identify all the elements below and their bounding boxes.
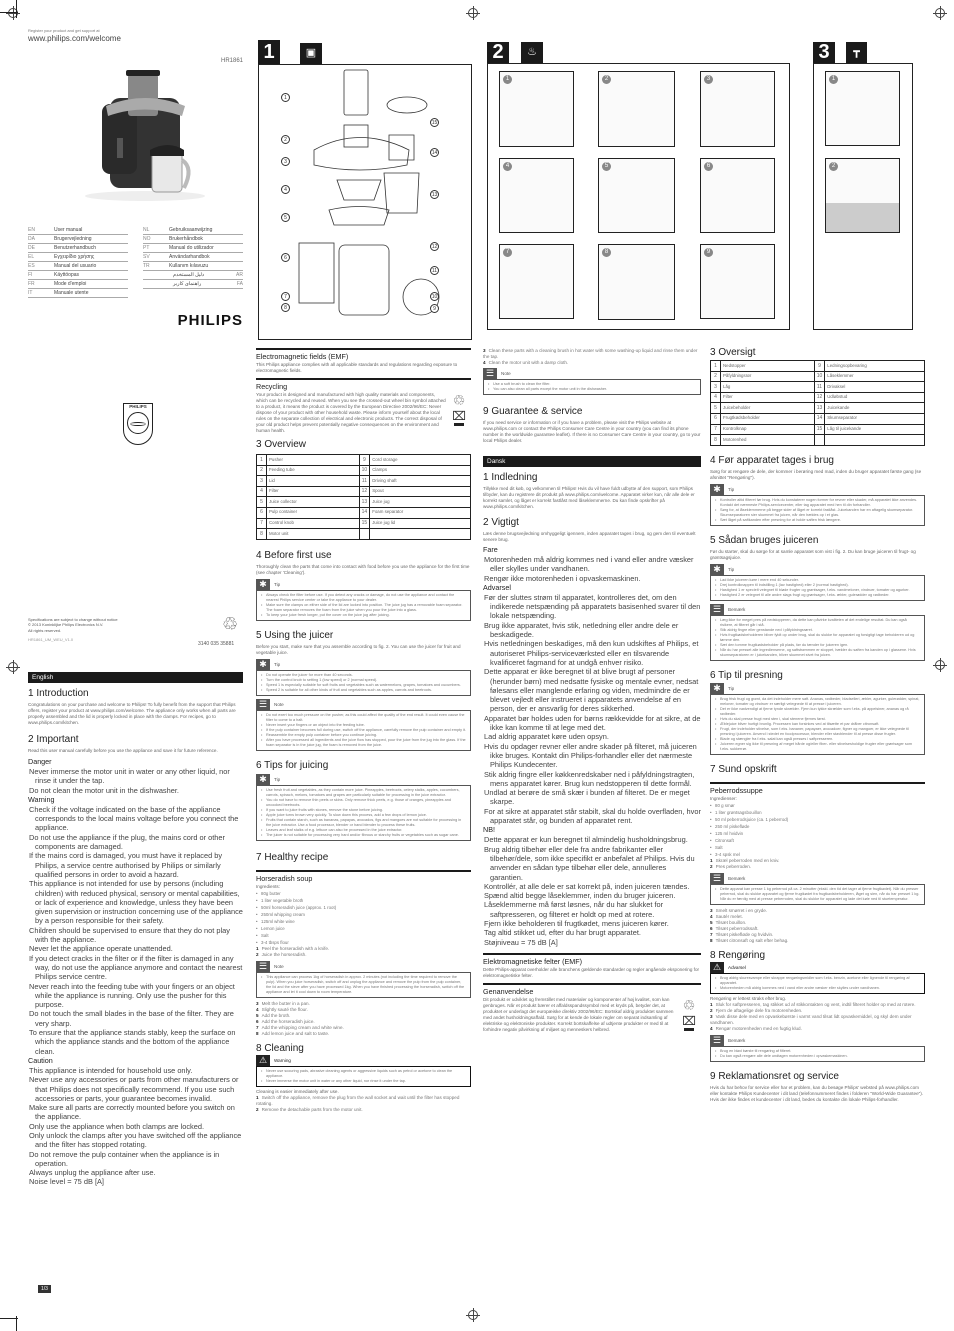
- emf-heading: Electromagnetic fields (EMF): [256, 352, 349, 361]
- recipe-steps: 1 Skræl peberroden med en kniv. 2 Pres peberroden.: [710, 857, 780, 869]
- table-row: 1 Nedstopper 9 Ledningsopbevaring: [711, 361, 925, 372]
- note-icon: ☰: [710, 604, 724, 615]
- tip-icon: ✱: [710, 683, 724, 694]
- ingredient-list: • 80 g smør • 1 liter grøntsagsbouillon • 50 ml peberrodsjuice (ca. 1 peberrod) • 250 ml piskefløde • 125 ml hvidvin • Citronsaft • Salt • 3-4 spsk mel: [710, 802, 925, 858]
- juicer-product-image: [80, 68, 210, 203]
- callout-14: 14: [431, 150, 438, 156]
- tip-icon: ✱: [710, 484, 724, 495]
- juicer-icon: ♨: [521, 42, 543, 63]
- section-title: 4 Before first use: [256, 549, 332, 561]
- step-4: 4: [499, 158, 574, 233]
- note-box: • This appliance can process 1kg of horseradish in approx. 2 minutes (not including the time required to remove the pulp). When you juice horseradish, switch off and unplug the appliance and remove the pulp from the pulp container, the lid and the sieve after you have processed 1kg. When you have finished processing the horseradish, switch off the appliance and let it cool down to room temperature.: [256, 972, 471, 998]
- exploded-view-panel: [258, 64, 472, 340]
- callout-1: 1: [281, 93, 290, 102]
- language-bar-dansk: Dansk: [483, 456, 701, 467]
- registration-mark-icon: [935, 660, 945, 670]
- registration-mark-icon: [468, 8, 478, 18]
- table-row: 8 Motorenhed: [711, 435, 925, 446]
- english-column-1: English 1 Introduction Congratulations on your purchase and welcome to Philips! To fully benefit from the support that Philips offers, register your product at www.philips.com/welcome. The appliance only works when all parts are properly assembled and the lid is properly locked in place with the clamps. For recipes, go to www.philips.com/kitchen. 2 Important Read this user manual carefully before you use the appliance and save it for future reference. Danger Never immerse the motor unit in water or any other liquid, nor rinse it under the tap. Do not clean the motor unit in the dishwasher. Warning Check if the voltage indicated on the base of the appliance corresponds to the local mains voltage before you connect the appliance. Do not use the appliance if the plug, the mains cord or other components are damaged. If the mains cord is damaged, you must have it replaced by Philips, a service centre authorised by Philips or similarly qualified persons in order to avoid a hazard. This appliance is not intended for use by persons (including children) with reduced physical, sensory or mental capabilities, or lack of experience and knowledge, unless they have been given supervision or instruction concerning use of the appliance by a person responsible for their safety. Children should be supervised to ensure that they do not play with the appliance. Never let the appliance operate unattended. If you detect cracks in the filter or if the filter is damaged in any way, do not use the appliance anymore and contact the nearest Philips service centre. Never reach into the feeding tube with your fingers or an object while the appliance is running. Only use the pusher for this purpose. Do not touch the small blades in the base of the filter. They are very sharp. To ensure that the appliance stands stably, keep the surface on which the appliance stands and the bottom of the appliance clean. Caution This appliance is intended for household use only. Never use any accessories or parts from other manufacturers or that Philips does not specifically recommend. If you use such accessories or parts, your guarantee becomes invalid. Make sure all parts are correctly mounted before you switch on the appliance. Only use the appliance when both clamps are locked. Only unlock the clamps after you have switched off the appliance and the filter has stopped rotating. Do not remove the pulp container when the appliance is in operation. Always unplug the appliance after use. Noise level = 75 dB [A]: [28, 674, 243, 1187]
- table-row: 6 Frugtkødsbeholder 14 Skumseparator: [711, 413, 925, 424]
- note-box: • Læg ikke for meget pres på nedstopperen, da dette kan påvirke kvaliteten af det endelige resultat. Du kan også risikere, at filteret går i stå. • Stik aldrig fingre eller genstande ned i påfyldningsrøret. • Hvis frugtkødsbeholderen bliver fyldt op under brug, skal du slukke for apparatet og forsigtigt tage beholderen ud og tømme den. • Sæt den tomme frugtkødsbeholder på plads, før du tænder for juiceren igen. • Når du har presset alle ingredienserne, og saftstrømmen er stoppet, hælder du saften fra kanden op i glassene. Hvis skumseparatoren er i juicekanden, bliver skummet sivet fra juicen.: [710, 615, 925, 661]
- dansk-column-4: 3 Oversigt 1 Nedstopper 9 Ledningsopbevaring 2 Påfyldningsrør 10 Låseklemmer 3 Låg 11 Drivaksel 4 Filter 12 Udløbstud 5 Juicebeholder 13 Juicekande 6 Frugtkødsbeholder 14 Skumseparator 7 Kontrolknap 15 Låg til juicekande 8 Motorenhed 4 Før apparatet tages i brug Sørg for at rengøre de dele, der kommer i berøring med mad, inden du bruger apparatet første gang (se afsnittet "Rengøring"). ✱ Tip • Kontroller altid filteret før brug. Hvis du konstaterer nogen former for revner eller skader, må apparatet ikke anvendes. Kontakt det nærmeste Philips-servicecenter, eller tag apparatet med hen til din forhandler. • Sørg for, at låseklemmerne på begge sider af låget er korrekt fastlåst. Juicekanden har en aftagelig skumseparator. Skumseparatoren sier skummet fra juicen, når den hældes op i et glas. • Sæt låget på saftkanden efter presning for at holde saften frisk længere. 5 Sådan bruges juiceren Før du starter, skal du sørge for at samle apparatet som vist i fig. 2. Du kan bruge juiceren til frugt- og grøntsagsjuice. ✱ Tip • Lad ikke juiceren køre i mere end 40 sekunder. • Drej kontrolknappen til indstilling 1 (lav hastighed) eller 2 (normal hastighed). • Hastighed 1 er specielt velegnet til bløde frugter og grøntsager, f.eks. vandmeloner, vindruer, tomater og agurker. • Hastighed 2 er velegnet til alle andre slags frugt og grøntsager, f.eks. æbler, gulerødder og rødbeder. ☰ Bemærk • Læg ikke for meget pres på nedstopperen, da dette kan påvirke kvaliteten af det endelige resultat. Du kan også risikere, at filteret går i stå. • Stik aldrig fingre eller genstande ned i påfyldningsrøret. • Hvis frugtkødsbeholderen bliver fyldt op under brug, skal du slukke for apparatet og forsigtigt tage beholderen ud og tømme den. • Sæt den tomme frugtkødsbeholder på plads, før du tænder for juiceren igen. • Når du har presset alle ingredienserne, og saftstrømmen er stoppet, hælder du saften fra kanden op i glassene. Hvis skumseparatoren er i juicekanden, bliver skummet sivet fra juicen. 6 Tip til presning ✱ Tip • Brug frisk frugt og grønt, da det indeholder mere saft. Ananas, rødbeder, bladselleri, æbler, agurker, gulerødder, spinat, meloner, tomater og vindruer er særligt velegnede til at presse i juiceren. • Det er ikke nødvendigt at fjerne tynde skrælder. Fjern kun tykke skrælder som f.eks. på appelsiner, ananas og rå rødbeder. • Hvis du skal presse frugt med sten i, skal stenene fjernes først. • Æblejuice bliver hurtigt brunlig. Processen kan forsinkes ved at tilsætte et par dråber citronsaft. • Frugt, der indeholder stivelse, som f.eks. bananer, papayaer, avocadoer, figner og mangoer, er ikke velegnede til presning i juiceren. Anvend i stedet en foodprocessor, blender eller stavblender til at presse disse frugter. • Blade og stængler fra f.eks. salat kan også presses i saftpresseren. • Juiceren egner sig ikke til presning af meget hårde og/eller fiber- eller stivelsesholdige frugter eller grøntsager som f.eks. sukkerrør. 7 Sund opskrift Peberrodssuppe Ingredienser: • 80 g smør • 1 liter grøntsagsbouillon • 50 ml peberrodsjuice (ca. 1 peberrod) • 250 ml piskefløde • 125 ml hvidvin • Citronsaft • Salt • 3-4 spsk mel 1 Skræl peberroden med en kniv. 2 Pres peberroden. ☰ Bemærk • Dette apparat kan presse 1 kg peberrod på ca. 2 minutter (ekskl. den tid det tager at fjerne frugtkødet). Når du presser peberrod, skal du slukke apparatet og fjerne frugtkødet fra frugtkødsbeholderen, låget og sien, når du har presset 1 kg. Når du er færdig med at presse peberroden, skal du slukke for apparatet og lade det køle ned til stuetemperatur. 3 Smelt smørret i en gryde. 4 Sautér melet. 5 Tilsæt bouillon. 6 Tilsæt peberrodssaft. 7 Tilsæt piskefløde og hvidvin. 8 Tilsæt citronsaft og salt efter behag. 8 Rengøring ⚠ Advarsel • Brug aldrig skuresvampe eller skrappe rengøringsmidler som f.eks. benzin, acetone eller lignende til rengøring af apparatet. • Motorenheden må aldrig kommes ned i vand eller andre væsker eller skylles under vandhanen. Rengøring er lettest straks efter brug. 1 Sluk for saftpresseren, tag stikket ud af stikkontakten og vent, indtil filteret holder op med at rotere. 2 Fjern de aftagelige dele fra motorenheden. 3 Vask disse dele med en opvaskebørste i varmt vand tilsat lidt opvaskemiddel, og skyl dem under vandhanen. 4 Rengør motorenheden med en fugtig klud. ☰ Bemærk • Brug en blød børste til rengøring af filteret. • Du kan også rengøre alle dele undtagen motorenheden i opvaskemaskinen. 9 Reklamationsret og service Hvis du har behov for service eller har et problem, kan du besøge Philips' websted på www.philips.com eller kontakte Philips Kundecenter i dit land (telefonnummeret findes i folderen "World-Wide Guarantee"). Hvis der ikke findes et kundecenter i dit land, bedes du kontakte din lokale Philips-forhandler.: [710, 346, 925, 1103]
- language-row[interactable]: PT Manual do utilizador: [143, 244, 243, 253]
- caution-heading: Caution: [28, 1055, 53, 1065]
- crop-mark: [16, 1316, 17, 1331]
- exploded-diagram: [259, 65, 471, 339]
- crossed-bin-icon: ⌧: [682, 1013, 696, 1028]
- step-1: 1: [825, 71, 900, 146]
- philips-wordmark: PHILIPS: [177, 312, 243, 329]
- recipe-title: Peberrodssuppe: [710, 785, 763, 795]
- callout-9: 9: [430, 304, 439, 313]
- recipe-steps: 1 Peel the horseradish with a knife. 2 Juice the horseradish.: [256, 945, 330, 957]
- recycle-icon: ♲: [222, 614, 239, 634]
- warning-heading: Warning: [28, 794, 55, 804]
- table-row: 3 Låg 11 Drivaksel: [711, 382, 925, 393]
- cleaning-steps: 1 Sluk for saftpresseren, tag stikket ud af stikkontakten og vent, indtil filteret holder op med at rotere. 2 Fjern de aftagelige dele fra motorenheden. 3 Vask disse dele med en opvaskebørste i varmt vand tilsat lidt opvaskemiddel, og skyl dem under vandhanen. 4 Rengør motorenheden med en fugtig klud.: [710, 1001, 916, 1031]
- callout-15: 15: [431, 120, 438, 126]
- cover-panel: [28, 28, 243, 328]
- table-row: 6 Pulp container 14 Foam separator: [257, 507, 471, 518]
- table-row: 2 Feeding tube 10 Clamps: [257, 465, 471, 476]
- table-row: 2 Påfyldningsrør 10 Låseklemmer: [711, 371, 925, 382]
- language-list-left: [28, 226, 128, 298]
- danger-heading: Danger: [28, 757, 52, 766]
- callout-5: 5: [281, 213, 290, 222]
- tip-icon: ✱: [256, 579, 270, 590]
- language-row[interactable]: EL Εγχειρίδιο χρήσης: [28, 253, 128, 262]
- callout-11: 11: [431, 268, 438, 274]
- section-title: 9 Reklamationsret og service: [710, 1070, 839, 1082]
- language-row[interactable]: EN User manual: [28, 226, 128, 235]
- section-title: 6 Tip til presning: [710, 669, 783, 681]
- language-list-right: [143, 226, 243, 289]
- figure-number: 3: [813, 42, 835, 63]
- section-title: 2 Vigtigt: [483, 517, 519, 528]
- table-row: 1 Pusher 9 Cord storage: [257, 455, 471, 466]
- section-title: 5 Using the juicer: [256, 629, 334, 641]
- note-icon: ☰: [710, 873, 724, 884]
- note-icon: ☰: [256, 699, 270, 710]
- tap-icon: ┳: [846, 42, 867, 63]
- callout-2: 2: [281, 135, 290, 144]
- page-number-badge: 1/3: [38, 1285, 51, 1293]
- section-title: 7 Healthy recipe: [256, 851, 329, 863]
- callout-12: 12: [431, 244, 438, 250]
- table-row: 7 Control knob 15 Juice jug lid: [257, 518, 471, 529]
- section-title: 4 Før apparatet tages i brug: [710, 454, 834, 466]
- part-number: 3140 035 35881: [198, 641, 235, 647]
- language-row[interactable]: FR Mode d'emploi: [28, 280, 128, 289]
- warning-box: • Never use scouring pads, abrasive cleaning agents or aggressive liquids such as petrol or acetone to clean the appliance. • Never immerse the motor unit in water or any other liquid, nor rinse it under the tap.: [256, 1066, 471, 1087]
- language-row[interactable]: FI Käyttöopas: [28, 271, 128, 280]
- tip-box: • Do not operate the juicer for more than 40 seconds. • Turn the control knob to setting 1 (low speed) or 2 (normal speed). • Speed 1 is especially suitable for soft fruits and vegetables such as watermelons, grapes, tomatoes and cucumbers. • Speed 2 is suitable for all other kinds of fruit and vegetables such as apples, carrots and beetroots.: [256, 670, 471, 696]
- step-2: 2: [825, 158, 900, 233]
- callout-3: 3: [281, 157, 290, 166]
- step-1: 1: [499, 71, 574, 147]
- step-8: 8: [598, 244, 675, 320]
- figure-3: [813, 42, 913, 334]
- step-9: 9: [700, 244, 775, 319]
- language-row[interactable]: IT Manuale utente: [28, 289, 128, 298]
- tip-box: • Always check the filter before use. If you detect any cracks or damage, do not use the appliance and contact the nearest Philips service center or take the appliance to your dealer. • Make sure the clamps on either side of the lid are locked into position. The juice jug has a removable foam separator. The foam separator removes the foam from the juice when you pour the juice into a glass. • To keep your juice fresh longer, put the cover on the juice jug after juicing.: [256, 590, 471, 621]
- language-row[interactable]: SV Användarhandbok: [143, 253, 243, 262]
- tip-box: • Use fresh fruit and vegetables, as they contain more juice. Pineapples, beetroots, celery stalks, apples, cucumbers, carrots, spinach, melons, tomatoes and grapes are particularly suitable for processing in the juice extractor. • You do not have to remove thin peels or skins. Only remove thick peels, e.g. those of oranges, pineapples and uncooked beetroots. • If you want to juice fruits with stones, remove the stone before juicing. • Apple juice turns brown very quickly. To slow down this process, add a few drops of lemon juice. • Fruits that contain starch, such as bananas, papayas, avocados, figs and mangoes are not suitable for processing in the juice extractor. Use a food processor, blender or hand blender to process these fruits. • Leaves and leaf stalks of e.g. lettuce can also be processed in the juice extractor. • The juicer is not suitable for processing very hard and/or fibrous or starchy fruits or vegetables such as sugar cane.: [256, 785, 471, 841]
- recycle-icon: ♲: [682, 996, 696, 1013]
- note-box: • Do not exert too much pressure on the pusher, as this could affect the quality of the end result. It could even cause the filter to come to a halt. • Never insert your fingers or an object into the feeding tube. • If the pulp container becomes full during use, switch off the appliance, carefully remove the pulp container and empty it. • Reassemble the empty pulp container before you continue juicing. • After you have processed all ingredients and the juice flow has stopped, pour the juice from the jug into the glass. If the foam separator is in the juice jug, the foam is removed from the juice.: [256, 710, 471, 751]
- table-row: 4 Filter 12 Spout: [257, 486, 471, 497]
- figure-number: 2: [487, 42, 509, 63]
- registration-mark-icon: [8, 662, 18, 672]
- section-title: 1 Introduction: [28, 688, 89, 699]
- doc-code: HR1861_UM_WEU_V1.0: [28, 637, 74, 643]
- philips-shield-logo: PHILIPS: [123, 403, 153, 445]
- step-6: 6: [700, 158, 775, 233]
- callout-7: 7: [281, 292, 290, 301]
- figure-1: [258, 40, 472, 340]
- warning-icon: ⚠: [710, 962, 724, 973]
- step-5: 5: [598, 158, 675, 233]
- tip-box: • Lad ikke juiceren køre i mere end 40 sekunder. • Drej kontrolknappen til indstilling 1 (lav hastighed) eller 2 (normal hastighed). • Hastighed 1 er specielt velegnet til bløde frugter og grøntsager, f.eks. vandmeloner, vindruer, tomater og agurker. • Hastighed 2 er velegnet til alle andre slags frugt og grøntsager, f.eks. æbler, gulerødder og rødbeder.: [710, 575, 925, 601]
- section-title: 6 Tips for juicing: [256, 759, 329, 771]
- recipe-steps: 3 Smelt smørret i en gryde. 4 Sautér melet. 5 Tilsæt bouillon. 6 Tilsæt peberrodssaft. 7 Tilsæt piskefløde og hvidvin. 8 Tilsæt citronsaft og salt efter behag.: [710, 907, 789, 943]
- registration-mark-icon: [935, 8, 945, 18]
- section-title: 3 Oversigt: [710, 347, 756, 358]
- callout-4: 4: [281, 185, 290, 194]
- tip-icon: ✱: [710, 564, 724, 575]
- register-label: Register your product and get support at: [28, 28, 100, 33]
- table-row: 7 Kontrolknap 15 Låg til juicekande: [711, 424, 925, 435]
- warning-icon: ⚠: [256, 1055, 270, 1066]
- section-title: 3 Overview: [256, 439, 307, 450]
- overview-table: [710, 360, 925, 446]
- welcome-url[interactable]: www.philips.com/welcome: [28, 34, 121, 44]
- recycling-heading: Recycling: [256, 382, 288, 391]
- crossed-bin-icon: ⌧: [452, 409, 466, 423]
- table-row: 3 Lid 11 Driving shaft: [257, 476, 471, 487]
- tip-box: • Kontroller altid filteret før brug. Hvis du konstaterer nogen former for revner eller skader, må apparatet ikke anvendes. Kontakt det nærmeste Philips-servicecenter, eller tag apparatet med hen til din forhandler. • Sørg for, at låseklemmerne på begge sider af låget er korrekt fastlåst. Juicekanden har en aftagelig skumseparator. Skumseparatoren sier skummet fra juicen, når den hældes op i et glas. • Sæt låget på saftkanden efter presning for at holde saften frisk længere.: [710, 495, 925, 526]
- column-3: 3 Clean these parts with a cleaning brush in hot water with some washing-up liquid and rinse them under the tap. 4 Clean the motor unit with a damp cloth. ☰ Note • Use a soft brush to clean the filter. • You can also clean all parts except the motor unit in the dishwasher. 9 Guarantee & service If you need service or information or if you have a problem, please visit the Philips website at www.philips.com or contact the Philips Consumer Care Centre in your country (you can find its phone number in the worldwide guarantee leaflet). If there is no Consumer Care Centre in your country, go to your local Philips dealer. Dansk 1 Indledning Tillykke med dit køb, og velkommen til Philips! Hvis du vil have fuldt udbytte af den support, som Philips tilbyder, kan du registrere dit produkt på www.philips.com/welcome. Apparatet virker kun, når alle dele er korrekt samlet, og låget er korrekt fastlåst med låseklemmerne. Du kan finde opskrifter på www.philips.com/kitchen. 2 Vigtigt Læs denne brugsvejledning omhyggeligt igennem, inden apparatet tages i brug, og gem den til eventuelt senere brug. Fare Motorenheden må aldrig kommes ned i vand eller andre væsker eller skylles under vandhanen. Rengør ikke motorenheden i opvaskemaskinen. Advarsel Før der sluttes strøm til apparatet, kontrolleres det, om den indikerede netspænding på apparatets basisenhed svarer til den lokale netspænding. Brug ikke apparatet, hvis stik, netledning eller andre dele er beskadigede. Hvis netledningen beskadiges, må den kun udskiftes af Philips, et autoriseret Philips-serviceværksted eller en tilsvarende kvalificeret fagmand for at undgå enhver risiko. Dette apparat er ikke beregnet til at blive brugt af personer (herunder børn) med nedsatte fysiske og mentale evner, nedsat følesans eller manglende erfaring og viden, medmindre de er blevet vejledt eller instrueret i apparatets anvendelse af en person, der er ansvarlig for deres sikkerhed. Apparatet bør holdes uden for børns rækkevidde for at sikre, at de ikke kan komme til at lege med det. Lad aldrig apparatet køre uden opsyn. Hvis du opdager revner eller andre skader på filteret, må juiceren ikke bruges. Kontakt din Philips-forhandler eller det nærmeste Philips Kundecenter. Stik aldrig fingre eller køkkenredskaber ned i påfyldningstragten, mens apparatet kører. Brug kun nedstopperen til dette formål. Undlad at berøre de små skær i bunden af filteret. De er meget skarpe. For at sikre at apparatet står stabilt, skal du holde overfladen, hvor apparatet står, og bunden af apparatet rent. NB! Dette apparat er kun beregnet til almindelig husholdningsbrug. Brug aldrig tilbehør eller dele fra andre fabrikanter eller tilbehør/dele, som ikke specifikt er anbefalet af Philips. Hvis du anvender en sådan type tilbehør eller dele, annulleres garantien. Kontrollér, at alle dele er sat korrekt på, inden juiceren tændes. Spænd altid begge låseklemmer, inden du bruger juiceren. Låseklemmerne må først løsnes, når du har slukket for saftpresseren, og filteret er holdt op med at rotere. Fjern ikke beholderen til frugtkødet, mens juiceren kører. Tag altid stikket ud, efter du har brugt apparatet. Støjniveau = 75 dB [A] Elektromagnetiske felter (EMF) Dette Philips-apparat overholder alle branchens gældende standarder og regler angående eksponering for elektromagnetiske felter. Genanvendelse Dit produkt er udviklet og fremstillet med materialer og komponenter af høj kvalitet, som kan genbruges. Når et produkt bærer et affaldsspandssymbol med et kryds på, betyder det, at produktet er underlagt det europæiske direktiv 2002/96/EC: Bortskaf aldrig produktet sammen med andet husholdningsaffald. Sørg for at kende de lokale regler om separat indsamling af elektriske og elektroniske produkter. Korrekt bortskaffelse af udtjente produkter er med til at forhindre negativ påvirkning af miljøet og menneskers helbred. ♲ ⌧: [483, 348, 701, 1033]
- table-row: 5 Juice collector 13 Juice jug: [257, 497, 471, 508]
- specs-notice: Specifications are subject to change without notice © 2013 Koninklijke Philips Electronics N.V. All rights reserved. HR1861_UM_WEU_V1.0: [28, 617, 168, 643]
- note-box: • Dette apparat kan presse 1 kg peberrod på ca. 2 minutter (ekskl. den tid det tager at fjerne frugtkødet). Når du presser peberrod, skal du slukke apparatet og fjerne frugtkødet fra frugtkødsbeholderen, låget og sien, når du har presset 1 kg. Når du er færdig med at presse peberroden, skal du slukke for apparatet og lade det køle ned til stuetemperatur.: [710, 884, 925, 905]
- recycle-icon: ♲: [452, 392, 466, 408]
- language-row[interactable]: DE Benutzerhandbuch: [28, 244, 128, 253]
- note-icon: ☰: [256, 961, 270, 972]
- model-number: HR1861: [220, 58, 243, 64]
- registration-mark-icon: [468, 1310, 478, 1320]
- table-row: 8 Motor unit: [257, 529, 471, 540]
- note-box: • Brug en blød børste til rengøring af filteret. • Du kan også rengøre alle dele undtagen motorenheden i opvaskemaskinen.: [710, 1046, 925, 1062]
- tip-icon: ✱: [256, 774, 270, 785]
- language-row[interactable]: TR Kullanım kılavuzu: [143, 262, 243, 271]
- overview-table: [256, 454, 471, 540]
- step-7: 7: [499, 244, 574, 319]
- language-row[interactable]: NO Brukerhåndbok: [143, 235, 243, 244]
- language-row[interactable]: راهنمای کاربر FA: [143, 280, 243, 289]
- crop-mark: [16, 0, 17, 18]
- language-bar-english: English: [28, 672, 243, 683]
- section-title: 8 Rengøring: [710, 949, 766, 961]
- callout-10: 10: [431, 294, 438, 300]
- warning-box: • Brug aldrig skuresvampe eller skrappe rengøringsmidler som f.eks. benzin, acetone eller lignende til rengøring af apparatet. • Motorenheden må aldrig kommes ned i vand eller andre væsker eller skylles under vandhanen.: [710, 973, 925, 994]
- language-row[interactable]: ES Manual del usuario: [28, 262, 128, 271]
- figure-2: [487, 42, 790, 334]
- english-column-2: Electromagnetic fields (EMF) This Philips appliance complies with all applicable standards and regulations regarding exposure to electromagnetic fields. Recycling Your product is designed and manufactured with high quality materials and components, which can be recycled and reused. When you see the crossed-out wheel bin symbol attached to a product, it means the product is covered by the European Directive 2002/96/EC: Never dispose of your product with other household waste. Please inform yourself about the local rules on the separate collection of electrical and electronic products. The correct disposal of your old product helps prevent potentially negative consequences on the environment and human health. ♲ ⌧ 3 Overview 1 Pusher 9 Cord storage 2 Feeding tube 10 Clamps 3 Lid 11 Driving shaft 4 Filter 12 Spout 5 Juice collector 13 Juice jug 6 Pulp container 14 Foam separator 7 Control knob 15 Juice jug lid 8 Motor unit 4 Before first use Thoroughly clean the parts that come into contact with food before you use the appliance for the first time (see chapter 'Cleaning'). ✱ Tip • Always check the filter before use. If you detect any cracks or damage, do not use the appliance and contact the nearest Philips service center or take the appliance to your dealer. • Make sure the clamps on either side of the lid are locked into position. The juice jug has a removable foam separator. The foam separator removes the foam from the juice when you pour the juice into a glass. • To keep your juice fresh longer, put the cover on the juice jug after juicing. 5 Using the juicer Before you start, make sure that you assemble according to fig. 2. You can use the juicer for fruit and vegetable juice. ✱ Tip • Do not operate the juicer for more than 40 seconds. • Turn the control knob to setting 1 (low speed) or 2 (normal speed). • Speed 1 is especially suitable for soft fruits and vegetables such as watermelons, grapes, tomatoes and cucumbers. • Speed 2 is suitable for all other kinds of fruit and vegetables such as apples, carrots and beetroots. ☰ Note • Do not exert too much pressure on the pusher, as this could affect the quality of the end result. It could even cause the filter to come to a halt. • Never insert your fingers or an object into the feeding tube. • If the pulp container becomes full during use, switch off the appliance, carefully remove the pulp container and empty it. • Reassemble the empty pulp container before you continue juicing. • After you have processed all ingredients and the juice flow has stopped, pour the juice from the jug into the glass. If the foam separator is in the juice jug, the foam is removed from the juice. 6 Tips for juicing ✱ Tip • Use fresh fruit and vegetables, as they contain more juice. Pineapples, beetroots, celery stalks, apples, cucumbers, carrots, spinach, melons, tomatoes and grapes are particularly suitable for processing in the juice extractor. • You do not have to remove thin peels or skins. Only remove thick peels, e.g. those of oranges, pineapples and uncooked beetroots. • If you want to juice fruits with stones, remove the stone before juicing. • Apple juice turns brown very quickly. To slow down this process, add a few drops of lemon juice. • Fruits that contain starch, such as bananas, papayas, avocados, figs and mangoes are not suitable for processing in the juice extractor. Use a food processor, blender or hand blender to process these fruits. • Leaves and leaf stalks of e.g. lettuce can also be processed in the juice extractor. • The juicer is not suitable for processing very hard and/or fibrous or starchy fruits or vegetables such as sugar cane. 7 Healthy recipe Horseradish soup Ingredients: • 80g butter • 1 liter vegetable broth • 50ml horseradish juice (approx. 1 root) • 250ml whipping cream • 125ml white wine • Lemon juice • Salt • 3-4 tbsps flour 1 Peel the horseradish with a knife. 2 Juice the horseradish. ☰ Note • This appliance can process 1kg of horseradish in approx. 2 minutes (not including the time required to remove the pulp). When you juice horseradish, switch off and unplug the appliance and remove the pulp from the pulp container, the lid and the sieve after you have processed 1kg. When you have finished processing the horseradish, switch off the appliance and let it cool down to room temperature. 3 Melt the butter in a pan. 4 Slightly sauté the flour. 5 Add the broth. 6 Add the horseradish juice. 7 Add the whipping cream and white wine. 8 Add lemon juice and salt to taste. 8 Cleaning ⚠ Warning • Never use scouring pads, abrasive cleaning agents or aggressive liquids such as petrol or acetone to clean the appliance. • Never immerse the motor unit in water or any other liquid, nor rinse it under the tap. Cleaning is easier immediately after use. 1 Switch off the appliance, remove the plug from the wall socket and wait until the filter has stopped rotating. 2 Remove the detachable parts from the motor unit.: [256, 348, 471, 1113]
- callout-6: 6: [281, 253, 290, 262]
- note-icon: ☰: [483, 368, 497, 379]
- tip-box: • Brug frisk frugt og grønt, da det indeholder mere saft. Ananas, rødbeder, bladselleri, æbler, agurker, gulerødder, spinat, meloner, tomater og vindruer er særligt velegnede til at presse i juiceren. • Det er ikke nødvendigt at fjerne tynde skrælder. Fjern kun tykke skrælder som f.eks. på appelsiner, ananas og rå rødbeder. • Hvis du skal presse frugt med sten i, skal stenene fjernes først. • Æblejuice bliver hurtigt brunlig. Processen kan forsinkes ved at tilsætte et par dråber citronsaft. • Frugt, der indeholder stivelse, som f.eks. bananer, papayaer, avocadoer, figner og mangoer, er ikke velegnede til presning i juiceren. Anvend i stedet en foodprocessor, blender eller stavblender til at presse disse frugter. • Blade og stængler fra f.eks. salat kan også presses i saftpresseren. • Juiceren egner sig ikke til presning af meget hårde og/eller fiber- eller stivelsesholdige frugter eller grøntsager som f.eks. sukkerrør.: [710, 694, 925, 755]
- section-title: 9 Guarantee & service: [483, 406, 583, 417]
- note-icon: ☰: [710, 1035, 724, 1046]
- box-icon: ▣: [300, 43, 322, 64]
- ingredient-list: • 80g butter • 1 liter vegetable broth • 50ml horseradish juice (approx. 1 root) • 250ml whipping cream • 125ml white wine • Lemon juice • Salt • 3-4 tbsps flour: [256, 890, 471, 946]
- table-row: 4 Filter 12 Udløbstud: [711, 392, 925, 403]
- cleaning-steps: 3 Clean these parts with a cleaning brush in hot water with some washing-up liquid and rinse them under the tap. 4 Clean the motor unit with a damp cloth.: [483, 348, 698, 365]
- step-2: 2: [598, 71, 675, 147]
- tip-icon: ✱: [256, 659, 270, 670]
- section-title: 2 Important: [28, 734, 79, 745]
- section-title: 1 Indledning: [483, 472, 538, 483]
- table-row: 5 Juicebeholder 13 Juicekande: [711, 403, 925, 414]
- callout-13: 13: [431, 192, 438, 198]
- cleaning-steps: 1 Switch off the appliance, remove the plug from the wall socket and wait until the filter has stopped rotating. 2 Remove the detachable parts from the motor unit.: [256, 1094, 460, 1112]
- section-title: 7 Sund opskrift: [710, 763, 777, 775]
- language-row[interactable]: NL Gebruiksaanwijzing: [143, 226, 243, 235]
- step-3: 3: [700, 71, 775, 147]
- callout-8: 8: [281, 303, 290, 312]
- note-box: • Use a soft brush to clean the filter. • You can also clean all parts except the motor unit in the dishwasher.: [483, 379, 701, 395]
- recipe-title: Horseradish soup: [256, 873, 313, 883]
- language-row[interactable]: دليل المستخدم AR: [143, 271, 243, 280]
- language-row[interactable]: DA Brugervejledning: [28, 235, 128, 244]
- section-title: 8 Cleaning: [256, 1042, 304, 1054]
- recipe-steps: 3 Melt the butter in a pan. 4 Slightly sauté the flour. 5 Add the broth. 6 Add the horseradish juice. 7 Add the whipping cream and white wine. 8 Add lemon juice and salt to taste.: [256, 1000, 344, 1036]
- figure-number: 1: [258, 40, 280, 64]
- section-title: 5 Sådan bruges juiceren: [710, 534, 819, 546]
